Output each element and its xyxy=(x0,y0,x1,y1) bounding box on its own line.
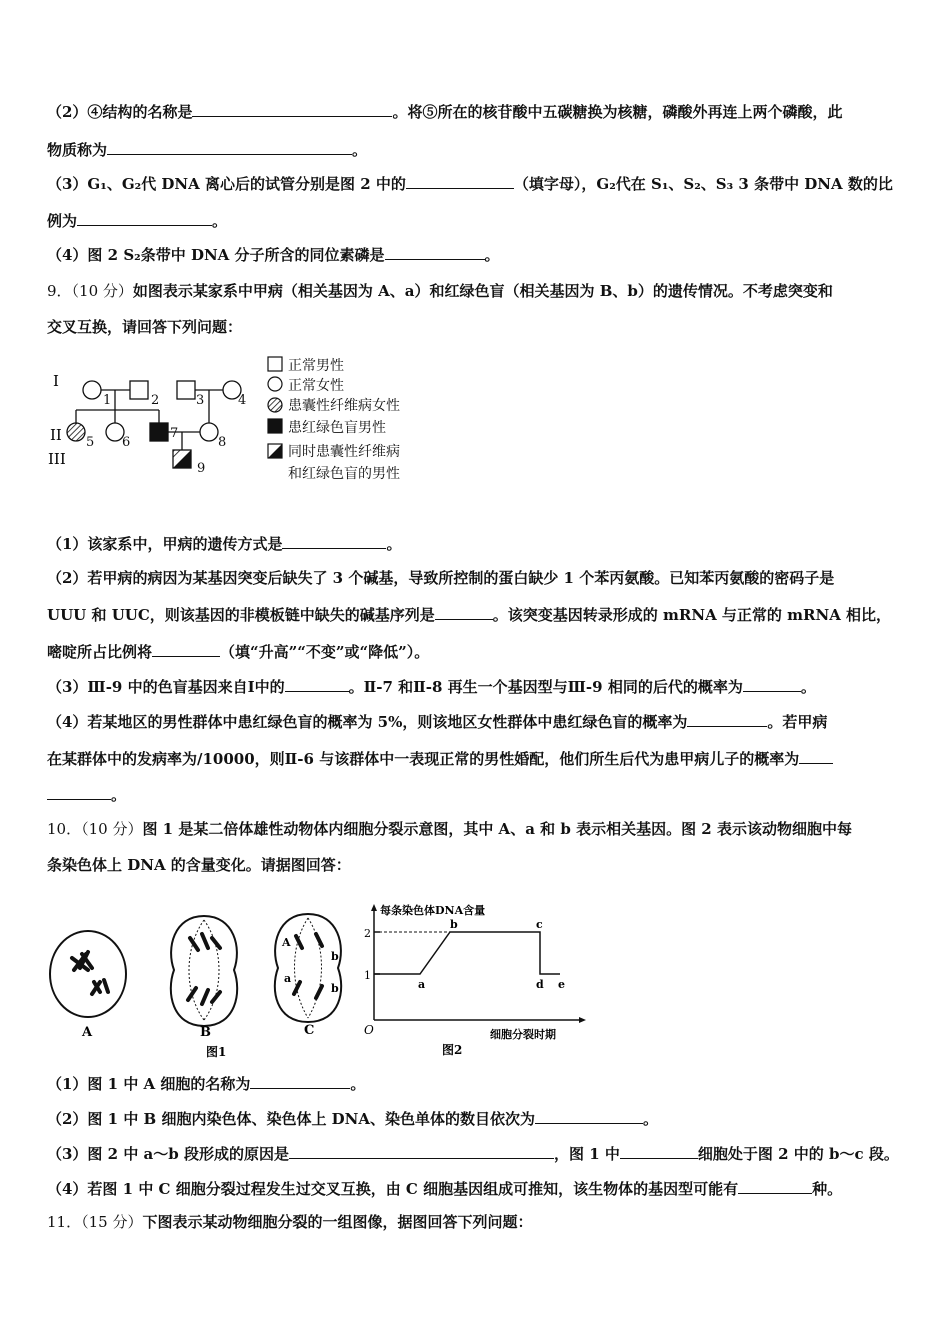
q10-heading: 10．（10 分）图 1 是某二倍体雄性动物体内细胞分裂示意图，其中 A、a 和 b 表示相关基因。图 2 表示该动物细胞中每 xyxy=(47,820,852,838)
generation-label-III: III xyxy=(48,450,66,468)
point-c-label: c xyxy=(536,918,543,931)
dna-content-line xyxy=(374,932,560,974)
answer-blank[interactable] xyxy=(77,210,212,226)
answer-blank[interactable] xyxy=(406,173,514,189)
point-a-label: a xyxy=(418,978,426,991)
q8-part3-line1: （3）G₁、G₂代 DNA 离心后的试管分别是图 2 中的 （填字母），G₂代在 S₁、S₂、S₃ 3 条带中 DNA 数的比 xyxy=(47,175,893,193)
answer-blank[interactable] xyxy=(535,1108,643,1124)
answer-blank[interactable] xyxy=(47,784,111,800)
cell-b-outline xyxy=(171,916,237,1026)
q11-heading: 11．（15 分）下图表示某动物细胞分裂的一组图像，据图回答下列问题： xyxy=(47,1213,533,1231)
q10-part4: （4）若图 1 中 C 细胞分裂过程发生过交叉互换，由 C 细胞基因组成可推知，该生物体的基因型可能有 种。 xyxy=(47,1180,843,1198)
individual-II-7 xyxy=(150,423,168,441)
answer-blank[interactable] xyxy=(743,676,801,692)
q8-part2-line2: 物质称为 。 xyxy=(47,141,368,159)
answer-blank[interactable] xyxy=(435,604,493,620)
q9-heading: 9．（10 分）如图表示某家系中甲病（相关基因为 A、a）和红绿色盲（相关基因为 B、b）的遗传情况。不考虑突变和 xyxy=(47,282,833,300)
answer-blank[interactable] xyxy=(799,748,833,764)
legend-label: 和红绿色盲的男性 xyxy=(288,466,400,482)
generation-label-I: I xyxy=(53,372,59,390)
gene-label-b: b xyxy=(331,982,339,995)
gene-label-b: b xyxy=(331,950,339,963)
q9-part2-line3: 嘧啶所占比例将 （填“升高”“不变”或“降低”）。 xyxy=(47,643,430,661)
y-axis-label: 每条染色体DNA含量 xyxy=(380,904,486,917)
q10-part2: （2）图 1 中 B 细胞内染色体、染色体上 DNA、染色单体的数目依次为 。 xyxy=(47,1110,659,1128)
q8-part3-line2: 例为 。 xyxy=(47,212,228,230)
individual-I-1 xyxy=(83,381,101,399)
cell-a-outline xyxy=(50,931,126,1017)
answer-blank[interactable] xyxy=(285,676,349,692)
figure-1-cells xyxy=(44,908,364,1060)
answer-blank[interactable] xyxy=(289,1143,554,1159)
figure-2-caption: 图2 xyxy=(442,1043,463,1057)
individual-I-2 xyxy=(130,381,148,399)
legend-normal-male-icon xyxy=(268,357,282,371)
point-b-label: b xyxy=(450,918,458,931)
legend-cf-female-icon xyxy=(268,398,282,412)
answer-blank[interactable] xyxy=(152,641,220,657)
label-6: 6 xyxy=(122,435,131,450)
q10-heading-cont: 条染色体上 DNA 的含量变化。请据图回答： xyxy=(47,856,351,874)
individual-II-5 xyxy=(67,423,85,441)
q10-part1: （1）图 1 中 A 细胞的名称为 。 xyxy=(47,1075,366,1093)
answer-blank[interactable] xyxy=(192,101,392,117)
x-axis-label: 细胞分裂时期 xyxy=(490,1028,556,1041)
legend-normal-female-icon xyxy=(268,377,282,391)
legend-colorblind-male-icon xyxy=(268,419,282,433)
q10-part3: （3）图 2 中 a～b 段形成的原因是 ，图 1 中 细胞处于图 2 中的 b～c 段。 xyxy=(47,1145,899,1163)
label-5: 5 xyxy=(86,435,95,450)
pedigree-figure xyxy=(40,352,440,487)
legend-label: 患红绿色盲男性 xyxy=(288,420,386,436)
q8-part4: （4）图 2 S₂条带中 DNA 分子所含的同位素磷是 。 xyxy=(47,246,500,264)
cell-a-label: A xyxy=(82,1025,93,1040)
answer-blank[interactable] xyxy=(738,1178,812,1194)
q9-part3: （3）Ⅲ-9 中的色盲基因来自Ⅰ中的 。Ⅱ-7 和Ⅱ-8 再生一个基因型与Ⅲ-9 相同的后代的概率为 。 xyxy=(47,678,816,696)
legend-label: 同时患囊性纤维病 xyxy=(288,444,400,460)
answer-blank[interactable] xyxy=(282,533,386,549)
figure-2-chart xyxy=(360,898,590,1060)
label-1: 1 xyxy=(103,393,112,408)
point-d-label: d xyxy=(536,978,544,991)
q9-part2-line2: UUU 和 UUC，则该基因的非模板链中缺失的碱基序列是 。该突变基因转录形成的 mRNA 与正常的 mRNA 相比， xyxy=(47,606,892,624)
answer-blank[interactable] xyxy=(107,139,352,155)
figure-1-caption: 图1 xyxy=(206,1045,227,1059)
q9-part1: （1）该家系中，甲病的遗传方式是 。 xyxy=(47,535,402,553)
legend-label: 正常男性 xyxy=(288,358,344,374)
label-9: 9 xyxy=(197,461,206,476)
q9-heading-cont: 交叉互换，请回答下列问题： xyxy=(47,318,243,336)
point-e-label: e xyxy=(558,978,565,991)
answer-blank[interactable] xyxy=(250,1073,350,1089)
label-7: 7 xyxy=(170,426,179,441)
generation-label-II: II xyxy=(50,426,62,444)
individual-I-3 xyxy=(177,381,195,399)
legend-label: 正常女性 xyxy=(288,378,344,394)
label-4: 4 xyxy=(238,393,247,408)
label-2: 2 xyxy=(151,393,160,408)
y-tick-label-1: 1 xyxy=(364,969,371,982)
legend-label: 患囊性纤维病女性 xyxy=(288,398,400,414)
q9-part4-line2: 在某群体中的发病率为/10000，则Ⅱ-6 与该群体中一表现正常的男性婚配，他们所生后代为患甲病儿子的概率为 xyxy=(47,748,910,770)
q8-part2-line1: （2）④结构的名称是 。将⑤所在的核苷酸中五碳糖换为核糖，磷酸外再连上两个磷酸，此 xyxy=(47,103,843,121)
q9-part4-line1: （4）若某地区的男性群体中患红绿色盲的概率为 5%，则该地区女性群体中患红绿色盲的概率为 。若甲病 xyxy=(47,713,828,731)
cell-c-outline xyxy=(275,914,341,1022)
answer-blank[interactable] xyxy=(385,244,485,260)
answer-blank[interactable] xyxy=(620,1143,698,1159)
answer-blank[interactable] xyxy=(687,711,767,727)
q9-part2-line1: （2）若甲病的病因为某基因突变后缺失了 3 个碱基，导致所控制的蛋白缺少 1 个苯丙氨酸。已知苯丙氨酸的密码子是 xyxy=(47,569,835,587)
label-3: 3 xyxy=(196,393,205,408)
q9-part4-line3: 。 xyxy=(47,784,910,806)
label-8: 8 xyxy=(218,435,227,450)
origin-label: O xyxy=(364,1023,374,1037)
gene-label-A: A xyxy=(282,936,291,949)
gene-label-a: a xyxy=(284,972,292,985)
cell-b-label: B xyxy=(200,1025,211,1040)
y-tick-label-2: 2 xyxy=(364,927,371,940)
individual-II-8 xyxy=(200,423,218,441)
cell-c-label: C xyxy=(304,1023,315,1038)
